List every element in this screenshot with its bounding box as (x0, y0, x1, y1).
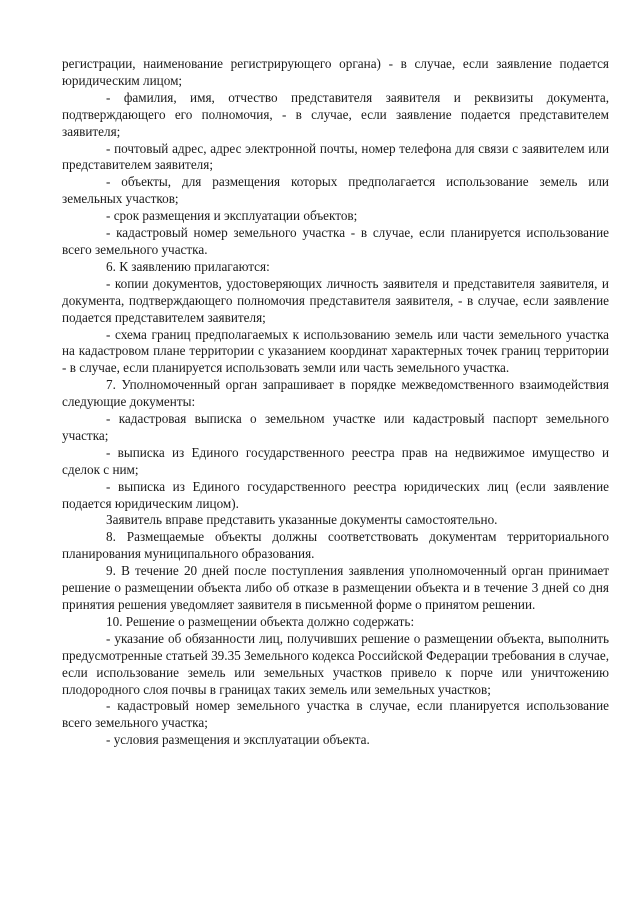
paragraph: - кадастровый номер земельного участка - в случае, если планируется использование всего земельного участка. (62, 225, 609, 257)
paragraph: - фамилия, имя, отчество представителя заявителя и реквизиты документа, подтверждающего его полномочия, - в случае, если заявление подается представителем заявителя; (62, 89, 609, 139)
section-heading: 6. К заявлению прилагаются: (106, 258, 270, 274)
paragraph: - кадастровый номер земельного участка в случае, если планируется использование всего земельного участка; (62, 698, 609, 731)
paragraph: - объекты, для размещения которых предполагается использование земель или земельных участков; (62, 174, 609, 207)
paragraph: 9. В течение 20 дней после поступления заявления уполномоченный орган принимает решение о размещении объекта либо об отказе в размещении объекта и в течение 3 дней со дня принятия решения уведомляет заявителя в письменной форме о принятом решении. (62, 563, 609, 612)
paragraph: - выписка из Единого государственного реестра прав на недвижимое имущество и сделок с ним; (62, 444, 609, 477)
document-page (62, 56, 609, 749)
paragraph: - условия размещения и эксплуатации объекта. (106, 732, 370, 748)
paragraph: 8. Размещаемые объекты должны соответствовать документам территориального планирования муниципального образования. (62, 529, 609, 562)
paragraph: - срок размещения и эксплуатации объектов; (106, 208, 358, 224)
paragraph: - указание об обязанности лиц, получивших решение о размещении объекта, выполнить предусмотренные статьей 39.35 Земельного кодекса Российской Федерации требования в случае, если использование земель или земельных участков привело к порче или уничтожению плодородного слоя почвы в границах таких земель или земельных участков; (62, 630, 609, 697)
paragraph: - выписка из Единого государственного реестра юридических лиц (если заявление подается юридическим лицом). (62, 478, 609, 511)
paragraph: - почтовый адрес, адрес электронной почты, номер телефона для связи с заявителем или представителем заявителя; (62, 140, 609, 173)
paragraph: - кадастровая выписка о земельном участке или кадастровый паспорт земельного участка; (62, 411, 609, 443)
paragraph: - копии документов, удостоверяющих личность заявителя и представителя заявителя, и документа, подтверждающего полномочия представителя заявителя, - в случае, если заявление подается представителем заявителя; (62, 275, 609, 325)
section-heading: 10. Решение о размещении объекта должно содержать: (106, 613, 415, 629)
paragraph: регистрации, наименование регистрирующего органа) - в случае, если заявление подается юридическим лицом; (62, 56, 609, 88)
paragraph: - схема границ предполагаемых к использованию земель или части земельного участка на кадастровом плане территории с указанием координат характерных точек границ территории - в случае, если планируется использовать земли или часть земельного участка. (62, 326, 609, 376)
paragraph: 7. Уполномоченный орган запрашивает в порядке межведомственного взаимодействия следующие документы: (62, 377, 609, 410)
paragraph: Заявитель вправе представить указанные документы самостоятельно. (106, 512, 498, 528)
